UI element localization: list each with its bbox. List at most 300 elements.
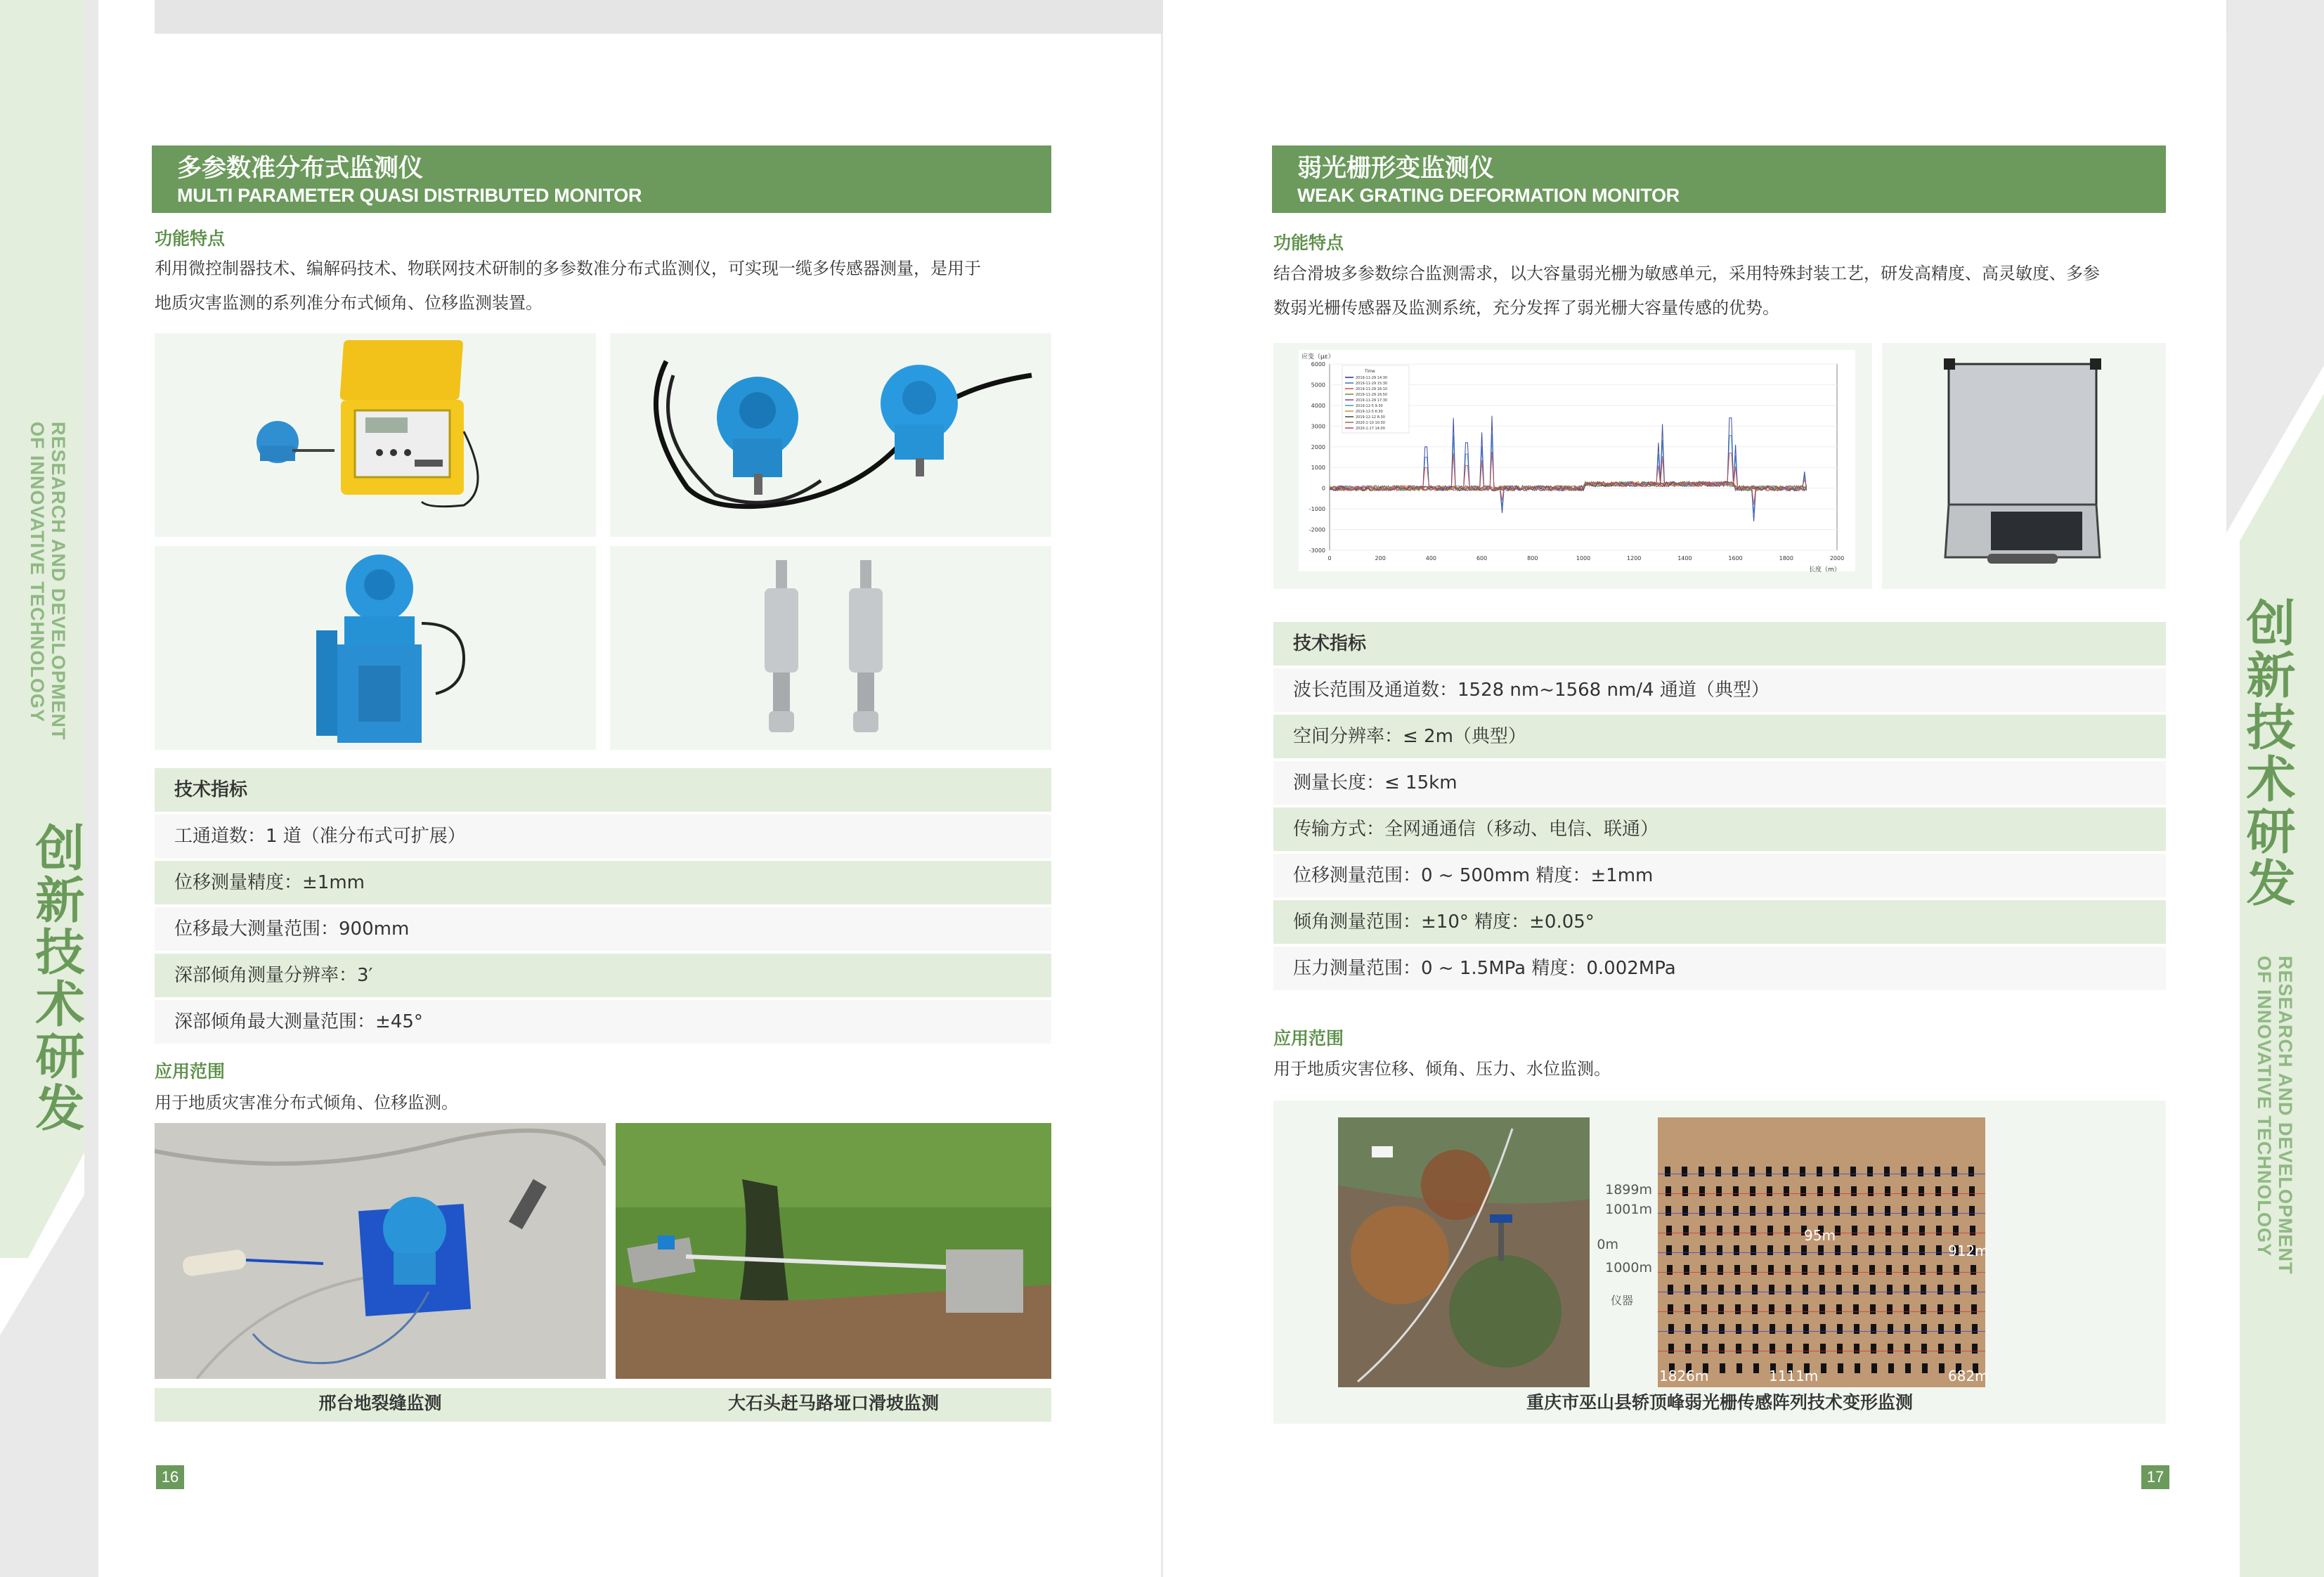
sensor-marker	[1852, 1245, 1857, 1255]
analyzer-illustration	[1882, 343, 2166, 589]
chart-y-tick: 3000	[1311, 423, 1325, 430]
sensor-marker	[1969, 1186, 1975, 1196]
sensor-marker	[1800, 1206, 1806, 1216]
chart-x-tick: 1800	[1779, 555, 1793, 562]
sensor-marker	[1918, 1167, 1923, 1176]
sensor-marker	[1702, 1324, 1708, 1334]
sensor-marker	[1718, 1285, 1724, 1294]
spec-row: 测量长度：≤ 15km	[1273, 761, 2166, 805]
logger-case-illustration	[155, 333, 596, 537]
sensor-marker	[1784, 1186, 1789, 1196]
chart-y-tick: 2000	[1311, 443, 1325, 450]
field-photo-xingtai	[155, 1123, 606, 1379]
sensor-marker	[1786, 1344, 1792, 1354]
spec-row: 位移最大测量范围：900mm	[155, 907, 1051, 951]
sensor-marker	[1770, 1344, 1775, 1354]
sensor-marker	[1919, 1226, 1925, 1235]
sensor-marker	[1769, 1285, 1774, 1294]
sensor-marker	[1817, 1186, 1823, 1196]
spec-row: 倾角测量范围：±10° 精度：±0.05°	[1273, 900, 2166, 944]
sensor-marker	[1836, 1285, 1842, 1294]
sensor-marker	[1732, 1167, 1738, 1176]
sensor-marker	[1752, 1304, 1758, 1314]
sensor-marker	[1871, 1324, 1876, 1334]
sensor-marker	[1786, 1324, 1792, 1334]
site-label-912m: 912m	[1948, 1242, 1989, 1259]
sensor-marker	[1702, 1344, 1708, 1354]
sensor-marker	[1969, 1206, 1975, 1216]
sensor-marker	[1904, 1285, 1909, 1294]
sensor-marker	[1801, 1245, 1807, 1255]
sensor-marker	[1921, 1324, 1927, 1334]
sensor-marker	[1735, 1285, 1741, 1294]
sensor-marker	[1668, 1285, 1673, 1294]
sensor-marker	[1803, 1304, 1808, 1314]
sensor-marker	[1833, 1167, 1839, 1176]
sensor-marker	[1786, 1285, 1791, 1294]
sensor-marker	[1666, 1226, 1672, 1235]
product-photo-blue-enclosure	[155, 546, 596, 750]
left-spec-heading: 技术指标	[155, 768, 1051, 812]
sensor-marker	[1752, 1285, 1758, 1294]
sensor-marker	[1718, 1265, 1723, 1275]
sensor-marker	[1855, 1363, 1860, 1373]
chart-y-tick: -1000	[1309, 506, 1325, 513]
sensor-marker	[1885, 1245, 1891, 1255]
sensor-marker	[1751, 1226, 1756, 1235]
chart-x-tick: 400	[1425, 555, 1437, 562]
sensor-marker	[1935, 1186, 1941, 1196]
sensor-marker	[1971, 1265, 1976, 1275]
sensor-marker	[1853, 1285, 1859, 1294]
sensor-marker	[1952, 1206, 1958, 1216]
sensor-marker	[1903, 1265, 1909, 1275]
sensor-marker	[1819, 1304, 1825, 1314]
right-title-cn: 弱光栅形变监测仪	[1297, 155, 1495, 183]
chart-x-tick: 1200	[1627, 555, 1642, 562]
blue-enclosure-illustration	[155, 546, 596, 750]
sensor-marker	[1870, 1304, 1876, 1314]
sensor-marker	[1834, 1186, 1840, 1196]
sensor-marker	[1785, 1265, 1791, 1275]
sensors-cable-illustration	[610, 333, 1051, 537]
sensor-marker	[1684, 1265, 1689, 1275]
chart-y-tick: -2000	[1309, 526, 1325, 533]
sensor-marker	[1837, 1324, 1843, 1334]
sensor-marker	[1885, 1226, 1891, 1235]
sensor-marker	[1887, 1285, 1893, 1294]
sensor-marker	[1939, 1363, 1945, 1373]
sensor-marker	[1715, 1167, 1721, 1176]
right-spec-heading: 技术指标	[1273, 622, 2166, 666]
sensor-marker	[1937, 1304, 1943, 1314]
sensor-marker	[1884, 1167, 1890, 1176]
sensor-marker	[1835, 1226, 1841, 1235]
left-vertical-english: RESEARCH AND DEVELOPMENT OF INNOVATIVE TECHNOLOGY	[27, 422, 69, 741]
sensor-marker	[1888, 1363, 1894, 1373]
chart-legend-entry: 2019-11-29 16:10	[1356, 387, 1388, 391]
sensor-marker	[1767, 1186, 1772, 1196]
sensor-marker	[1784, 1206, 1789, 1216]
sensor-marker	[1852, 1226, 1857, 1235]
sensor-marker	[1869, 1265, 1875, 1275]
spec-row: 深部倾角最大测量范围：±45°	[155, 1000, 1051, 1044]
sensor-marker	[1719, 1324, 1725, 1334]
sensor-marker	[1684, 1304, 1690, 1314]
right-vertical-english: RESEARCH AND DEVELOPMENT OF INNOVATIVE TECHNOLOGY	[2254, 956, 2296, 1275]
sensor-line	[1658, 1311, 1985, 1312]
sensor-marker	[1869, 1226, 1874, 1235]
spec-row: 位移测量精度：±1mm	[155, 861, 1051, 904]
sensor-line	[1658, 1272, 1985, 1273]
sensor-marker	[1888, 1324, 1893, 1334]
chart-legend-entry: 2019-12-5 9:30	[1356, 404, 1383, 408]
site-label-instrument: 仪器	[1610, 1294, 1633, 1307]
chart-y-tick: 6000	[1311, 361, 1325, 368]
spec-row: 压力测量范围：0 ~ 1.5MPa 精度：0.002MPa	[1273, 947, 2166, 990]
chart-x-tick: 0	[1327, 555, 1332, 562]
sensor-marker	[1921, 1304, 1926, 1314]
sensor-marker	[1685, 1344, 1691, 1354]
sensor-marker	[1852, 1265, 1858, 1275]
sensor-marker	[1954, 1304, 1960, 1314]
sensor-marker	[1786, 1304, 1791, 1314]
right-vertical-chinese: 创新技术研发	[2238, 597, 2296, 909]
sensor-marker	[1750, 1206, 1755, 1216]
sensor-marker	[1718, 1304, 1724, 1314]
sensor-marker	[1935, 1167, 1940, 1176]
landslide-illustration	[616, 1123, 1051, 1379]
sensor-marker	[1751, 1265, 1757, 1275]
sensor-marker	[1838, 1363, 1843, 1373]
chart-legend-entry: 2019-11-29 16:50	[1356, 393, 1388, 397]
chart-legend-entry: 2019-11-29 15:30	[1356, 382, 1388, 386]
sensor-marker	[1666, 1245, 1672, 1255]
product-photo-steel-probes	[610, 546, 1051, 750]
sensor-marker	[1952, 1186, 1958, 1196]
chart-y-tick: -3000	[1309, 547, 1325, 554]
sensor-marker	[1972, 1344, 1978, 1354]
sensor-marker	[1668, 1304, 1673, 1314]
sensor-marker	[1870, 1285, 1876, 1294]
caption-xingtai: 邢台地裂缝监测	[318, 1393, 442, 1413]
sensor-marker	[1699, 1186, 1705, 1196]
sensor-marker	[1937, 1265, 1942, 1275]
sensor-marker	[1666, 1206, 1671, 1216]
right-spec-table	[1273, 622, 2166, 993]
sensor-marker	[1736, 1363, 1742, 1373]
sensor-marker	[1818, 1245, 1824, 1255]
site-label-1826m: 1826m	[1659, 1368, 1709, 1384]
chart-x-tick: 1000	[1576, 555, 1591, 562]
sensor-marker	[1767, 1226, 1773, 1235]
sensor-marker	[1904, 1344, 1910, 1354]
sensor-marker	[1753, 1324, 1758, 1334]
sensor-marker	[1954, 1285, 1960, 1294]
chart-legend-entry: 2020-1-10 10:30	[1356, 421, 1385, 425]
chart-x-tick: 800	[1527, 555, 1538, 562]
sensor-marker	[1666, 1186, 1671, 1196]
sensor-marker	[1970, 1226, 1975, 1235]
sensor-marker	[1869, 1245, 1874, 1255]
chart-y-tick: 5000	[1311, 382, 1325, 389]
sensor-marker	[1901, 1167, 1907, 1176]
right-features-text: 结合滑坡多参数综合监测需求，以大容量弱光栅为敏感单元，采用特殊封装工艺，研发高精度、高灵敏度、多参 数弱光栅传感器及监测系统，充分发挥了弱光栅大容量传感的优势。	[1273, 264, 2100, 318]
sensor-marker	[1769, 1304, 1774, 1314]
product-photo-analyzer	[1882, 343, 2166, 589]
spec-row: 传输方式：全网通通信（移动、电信、联通）	[1273, 807, 2166, 851]
left-application-heading: 应用范围	[155, 1061, 226, 1082]
sensor-marker	[1868, 1206, 1874, 1216]
right-title-en: WEAK GRATING DEFORMATION MONITOR	[1297, 185, 1680, 206]
chart-legend-entry: 2019-11-29 17:30	[1356, 398, 1388, 403]
sensor-marker	[1902, 1186, 1907, 1196]
sensor-marker	[1749, 1167, 1755, 1176]
sensor-marker	[1887, 1304, 1893, 1314]
sensor-marker	[1836, 1265, 1841, 1275]
sensor-marker	[1904, 1304, 1909, 1314]
sensor-marker	[1921, 1344, 1927, 1354]
sensor-marker	[1701, 1304, 1707, 1314]
sensor-marker	[1766, 1167, 1772, 1176]
sensor-marker	[1735, 1304, 1741, 1314]
caption-landslide: 大石头赶马路垭口滑坡监测	[727, 1393, 939, 1413]
sensor-marker	[1803, 1324, 1809, 1334]
left-section-header	[152, 145, 1051, 213]
sensor-marker	[1770, 1324, 1775, 1334]
sensor-marker	[1936, 1245, 1942, 1255]
chart-x-tick: 2000	[1829, 555, 1845, 562]
sensor-marker	[1800, 1167, 1805, 1176]
sensor-marker	[1854, 1324, 1859, 1334]
sensor-marker	[1717, 1226, 1722, 1235]
sensor-marker	[1935, 1206, 1941, 1216]
sensor-marker	[1800, 1186, 1806, 1196]
sensor-marker	[1668, 1344, 1674, 1354]
sensor-marker	[1954, 1265, 1959, 1275]
sensor-marker	[1902, 1206, 1907, 1216]
sensor-marker	[1821, 1363, 1826, 1373]
page-number-right: 17	[2141, 1465, 2169, 1489]
left-vertical-chinese: 创新技术研发	[27, 822, 85, 1134]
sensor-marker	[1835, 1245, 1841, 1255]
sensor-marker	[1784, 1245, 1790, 1255]
chart-x-tick: 1600	[1728, 555, 1743, 562]
left-spec-table	[155, 768, 1051, 1046]
left-title-en: MULTI PARAMETER QUASI DISTRIBUTED MONITOR	[177, 185, 642, 206]
sensor-marker	[1733, 1186, 1739, 1196]
sensor-marker	[1701, 1285, 1707, 1294]
sensor-marker	[1902, 1226, 1908, 1235]
left-features-text: 利用微控制器技术、编解码技术、物联网技术研制的多参数准分布式监测仪，可实现一缆多传感器测量，是用于 地质灾害监测的系列准分布式倾角、位移监测装置。	[155, 259, 981, 313]
sensor-marker	[1868, 1186, 1874, 1196]
sensor-marker	[1886, 1265, 1892, 1275]
sensor-marker	[1919, 1206, 1924, 1216]
sensor-marker	[1871, 1344, 1876, 1354]
site-label-0m: 0m	[1597, 1237, 1618, 1252]
sensor-marker	[1885, 1186, 1890, 1196]
sensor-marker	[1921, 1285, 1926, 1294]
sensor-marker	[1817, 1206, 1823, 1216]
sensor-marker	[1700, 1226, 1706, 1235]
chart-x-tick: 200	[1375, 555, 1386, 562]
sensor-marker	[1750, 1186, 1755, 1196]
sensor-marker	[1922, 1363, 1928, 1373]
sensor-marker	[1803, 1285, 1808, 1294]
sensor-marker	[1819, 1285, 1825, 1294]
sensor-marker	[1853, 1304, 1859, 1314]
chart-legend-entry: 2019-12-5 6:30	[1356, 410, 1383, 414]
site-label-1001m: 1001m	[1605, 1202, 1652, 1217]
spec-row: 波长范围及通道数：1528 nm~1568 nm/4 通道（典型）	[1273, 668, 2166, 712]
sensor-marker	[1751, 1245, 1756, 1255]
sensor-marker	[1955, 1344, 1961, 1354]
sensor-marker	[1836, 1304, 1842, 1314]
chart-legend-entry: 2020-1-17 14:00	[1356, 427, 1385, 431]
sensor-marker	[1683, 1226, 1689, 1235]
site-depth-labels	[1591, 1117, 1658, 1387]
chart-y-tick: 4000	[1311, 402, 1325, 409]
sensor-marker	[1851, 1186, 1857, 1196]
sensor-marker	[1767, 1206, 1772, 1216]
sensor-marker	[1936, 1226, 1942, 1235]
sensor-marker	[1850, 1167, 1856, 1176]
sensor-marker	[1871, 1363, 1877, 1373]
right-page	[1163, 0, 2226, 1577]
right-application-text: 用于地质灾害位移、倾角、压力、水位监测。	[1273, 1059, 1611, 1079]
right-margin-strip	[2226, 0, 2324, 1577]
sensor-marker	[1937, 1285, 1943, 1294]
sensor-marker	[1699, 1167, 1704, 1176]
sensor-marker	[1938, 1324, 1944, 1334]
sensor-marker	[1784, 1226, 1790, 1235]
sensor-marker	[1905, 1363, 1911, 1373]
left-application-text: 用于地质灾害准分布式倾角、位移监测。	[155, 1093, 458, 1112]
right-site-caption: 重庆市巫山县轿顶峰弱光栅传感阵列技术变形监测	[1526, 1392, 1913, 1413]
sensor-marker	[1717, 1245, 1722, 1255]
sensor-marker	[1971, 1304, 1977, 1314]
sensor-marker	[1955, 1324, 1961, 1334]
sensor-marker	[1783, 1167, 1789, 1176]
sensor-marker	[1768, 1265, 1774, 1275]
chart-legend-title: Time	[1365, 369, 1375, 374]
chart-x-tick: 600	[1476, 555, 1488, 562]
chart-y-label: 应变（με）	[1301, 353, 1335, 361]
sensor-grid-overlay	[1658, 1117, 1985, 1387]
sensor-marker	[1682, 1206, 1688, 1216]
sensor-marker	[1685, 1324, 1691, 1334]
sensor-marker	[1820, 1324, 1826, 1334]
chart-y-tick: 0	[1321, 485, 1325, 492]
site-label-1000m: 1000m	[1605, 1260, 1652, 1276]
sensor-marker	[1902, 1245, 1908, 1255]
sensor-marker	[1952, 1167, 1957, 1176]
sensor-marker	[1867, 1167, 1873, 1176]
sensor-marker	[1684, 1285, 1690, 1294]
sensor-marker	[1682, 1167, 1687, 1176]
spec-row: 位移测量范围：0 ~ 500mm 精度：±1mm	[1273, 854, 2166, 897]
strain-chart	[1273, 343, 1872, 589]
sensor-marker	[1854, 1344, 1859, 1354]
sensor-marker	[1885, 1206, 1890, 1216]
sensor-marker	[1904, 1324, 1910, 1334]
sensor-marker	[1919, 1245, 1925, 1255]
chart-legend-entry: 2019-12-12 8:30	[1356, 415, 1385, 420]
chart-y-tick: 1000	[1311, 465, 1325, 472]
left-title-cn: 多参数准分布式监测仪	[177, 155, 424, 183]
sensor-marker	[1699, 1206, 1705, 1216]
sensor-line	[1658, 1193, 1985, 1194]
site-label-1899m: 1899m	[1605, 1182, 1652, 1198]
sensor-marker	[1753, 1363, 1759, 1373]
sensor-marker	[1817, 1167, 1822, 1176]
strain-chart-box	[1273, 343, 1872, 589]
sensor-marker	[1716, 1186, 1722, 1196]
product-photo-sensors-cable	[610, 333, 1051, 537]
sensor-marker	[1682, 1186, 1688, 1196]
sensor-marker	[1665, 1167, 1670, 1176]
sensor-marker	[1736, 1344, 1741, 1354]
sensor-marker	[1720, 1363, 1725, 1373]
sensor-line	[1658, 1213, 1985, 1214]
sensor-marker	[1734, 1226, 1739, 1235]
left-margin-strip	[0, 0, 98, 1577]
sensor-marker	[1753, 1344, 1758, 1354]
right-features-heading: 功能特点	[1273, 233, 1344, 253]
spec-row: 工通道数：1 道（准分布式可扩展）	[155, 815, 1051, 858]
sensor-marker	[1819, 1265, 1824, 1275]
site-label-95m: 95m	[1804, 1227, 1836, 1244]
sensor-marker	[1734, 1265, 1740, 1275]
left-strip-graphic	[0, 0, 98, 1577]
sensor-marker	[1700, 1245, 1706, 1255]
sensor-marker	[1820, 1344, 1826, 1354]
spec-row: 空间分辨率：≤ 2m（典型）	[1273, 715, 2166, 758]
sensor-marker	[1802, 1265, 1807, 1275]
left-caption-bar	[155, 1388, 1051, 1422]
sensor-line	[1658, 1252, 1985, 1253]
steel-probes-illustration	[610, 546, 1051, 750]
sensor-marker	[1716, 1206, 1722, 1216]
xingtai-crack-illustration	[155, 1123, 606, 1379]
sensor-line	[1658, 1331, 1985, 1332]
sensor-marker	[1938, 1344, 1944, 1354]
sensor-marker	[1888, 1344, 1893, 1354]
sensor-marker	[1701, 1265, 1706, 1275]
sensor-marker	[1733, 1206, 1739, 1216]
sensor-marker	[1851, 1206, 1857, 1216]
product-photo-logger-case	[155, 333, 596, 537]
sensor-marker	[1683, 1245, 1689, 1255]
sensor-marker	[1734, 1245, 1739, 1255]
left-page	[98, 0, 1161, 1577]
sensor-marker	[1953, 1226, 1959, 1235]
chart-legend-entry: 2019-11-29 14:30	[1356, 376, 1388, 380]
site-label-682m: 682m	[1948, 1368, 1989, 1384]
chart-x-label: 长度（m）	[1809, 566, 1841, 573]
sensor-marker	[1972, 1324, 1978, 1334]
sensor-marker	[1920, 1265, 1926, 1275]
sensor-marker	[1736, 1324, 1741, 1334]
field-photo-landslide	[616, 1123, 1051, 1379]
sensor-marker	[1719, 1344, 1725, 1354]
site-photo-block	[1273, 1101, 2166, 1424]
right-application-heading: 应用范围	[1273, 1028, 1344, 1049]
spec-row: 深部倾角测量分辨率：3′	[155, 954, 1051, 997]
left-features-heading: 功能特点	[155, 228, 226, 249]
sensor-marker	[1767, 1245, 1773, 1255]
sensor-marker	[1971, 1285, 1977, 1294]
